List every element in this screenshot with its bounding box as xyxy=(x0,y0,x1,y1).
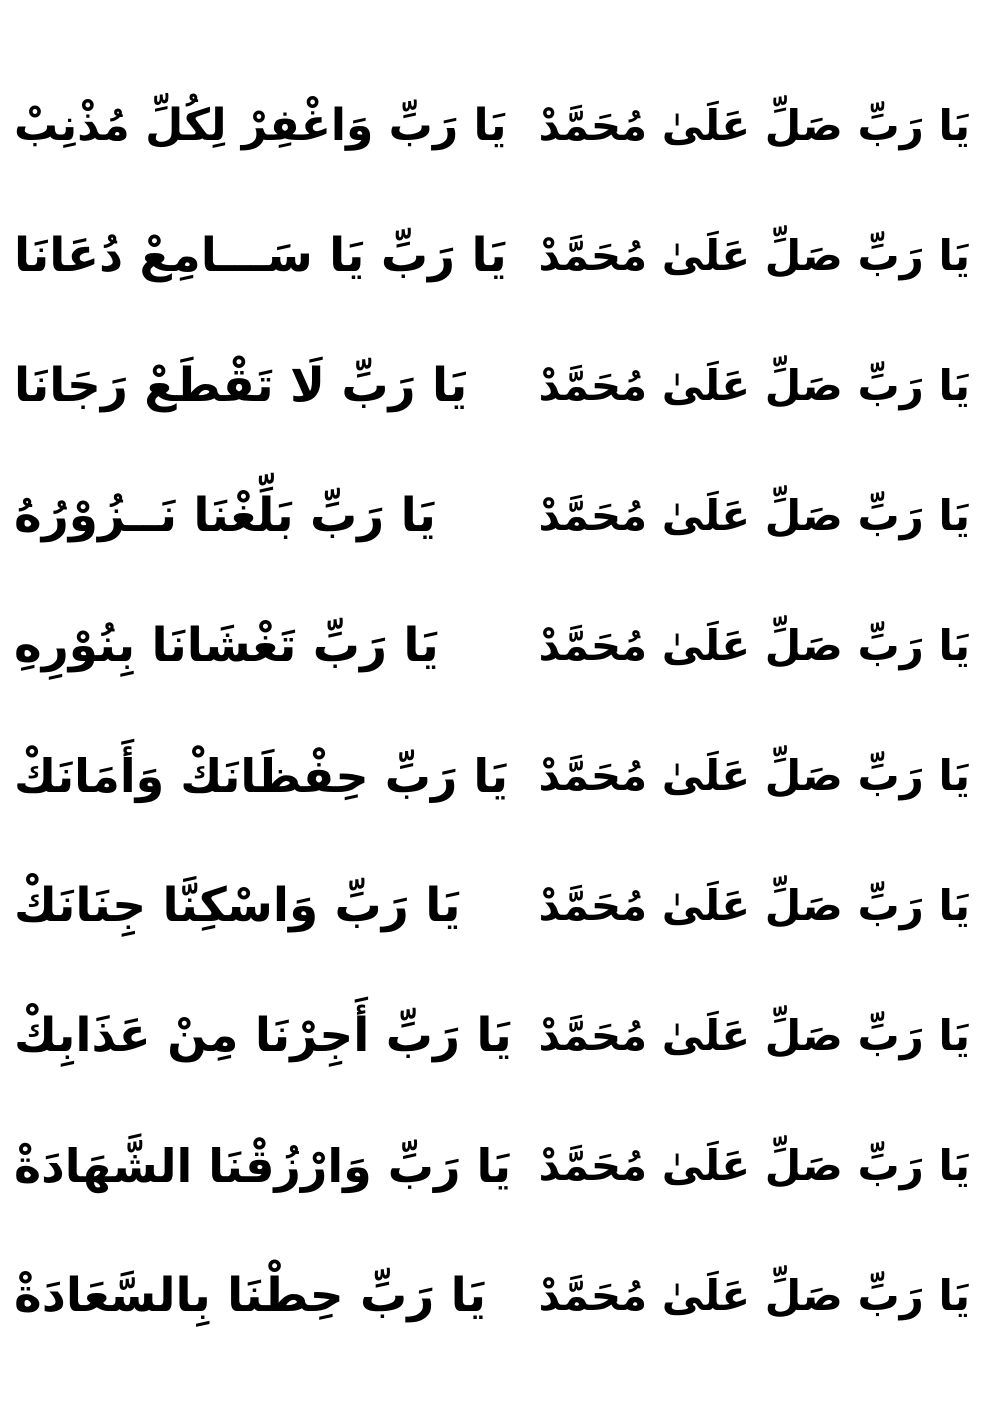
verse-second-hemistich: يَا رَبِّ بَلِّغْنَا نَــزُوْرُهُ xyxy=(14,488,436,543)
verse-first-hemistich: يَا رَبِّ صَلِّ عَلَىٰ مُحَمَّدْ xyxy=(538,491,970,540)
verse-first-hemistich: يَا رَبِّ صَلِّ عَلَىٰ مُحَمَّدْ xyxy=(538,881,970,930)
verse-row xyxy=(14,66,970,186)
verse-second-hemistich: يَا رَبِّ حِطْنَا بِالسَّعَادَةْ xyxy=(14,1268,486,1323)
verse-first-hemistich: يَا رَبِّ صَلِّ عَلَىٰ مُحَمَّدْ xyxy=(538,621,970,670)
verse-second-hemistich: يَا رَبِّ حِفْظَانَكْ وَأَمَانَكْ xyxy=(14,749,508,803)
verse-first-hemistich: يَا رَبِّ صَلِّ عَلَىٰ مُحَمَّدْ xyxy=(538,361,970,410)
verse-first-hemistich: يَا رَبِّ صَلِّ عَلَىٰ مُحَمَّدْ xyxy=(538,1141,970,1190)
verse-row xyxy=(14,846,970,966)
verse-second-hemistich: يَا رَبِّ تَغْشَانَا بِنُوْرِهِ xyxy=(14,618,439,673)
verse-first-hemistich: يَا رَبِّ صَلِّ عَلَىٰ مُحَمَّدْ xyxy=(538,751,970,800)
verse-row xyxy=(14,456,970,576)
verse-first-hemistich: يَا رَبِّ صَلِّ عَلَىٰ مُحَمَّدْ xyxy=(538,231,970,280)
verse-row xyxy=(14,326,970,446)
verse-first-hemistich: يَا رَبِّ صَلِّ عَلَىٰ مُحَمَّدْ xyxy=(538,1271,970,1320)
verse-second-hemistich: يَا رَبِّ أَجِرْنَا مِنْ عَذَابِكْ xyxy=(14,1008,512,1063)
verse-first-hemistich: يَا رَبِّ صَلِّ عَلَىٰ مُحَمَّدْ xyxy=(538,101,970,150)
verse-row xyxy=(14,1236,970,1356)
verse-row xyxy=(14,976,970,1096)
verse-second-hemistich: يَا رَبِّ يَا سَـــامِعْ دُعَانَا xyxy=(14,228,507,283)
verse-row xyxy=(14,196,970,316)
verse-second-hemistich: يَا رَبِّ وَاسْكِنَّا جِنَانَكْ xyxy=(14,878,461,933)
verse-row xyxy=(14,716,970,836)
verse-row xyxy=(14,586,970,706)
verse-second-hemistich: يَا رَبِّ وَاغْفِرْ لِكُلِّ مُذْنِبْ xyxy=(14,100,507,151)
verse-first-hemistich: يَا رَبِّ صَلِّ عَلَىٰ مُحَمَّدْ xyxy=(538,1011,970,1060)
verse-second-hemistich: يَا رَبِّ لَا تَقْطَعْ رَجَانَا xyxy=(14,358,468,413)
verse-row xyxy=(14,1106,970,1226)
verse-second-hemistich: يَا رَبِّ وَارْزُقْنَا الشَّهَادَةْ xyxy=(14,1139,512,1193)
